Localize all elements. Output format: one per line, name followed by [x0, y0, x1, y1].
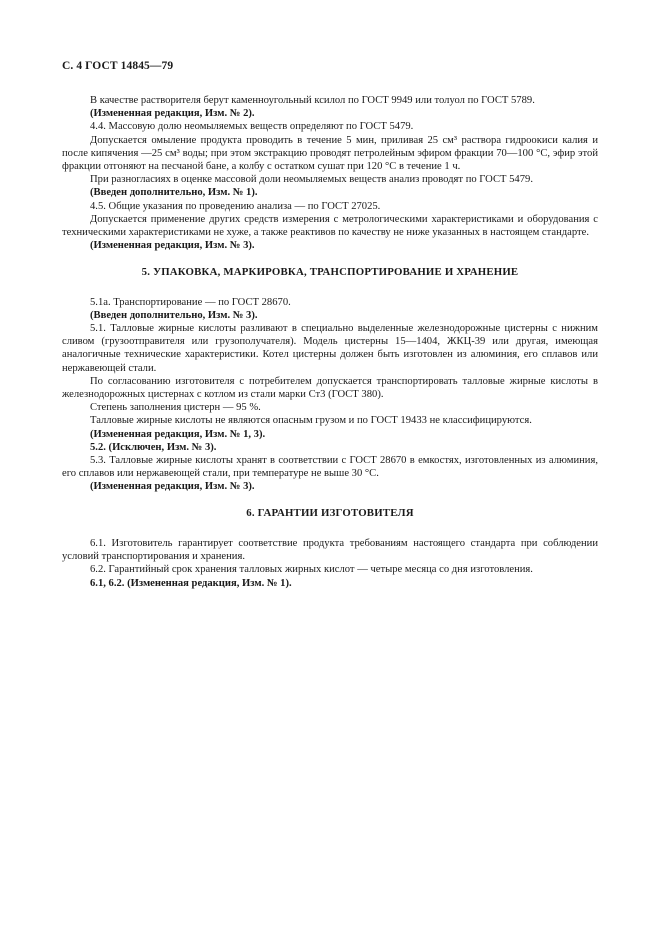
paragraph-hazard: Талловые жирные кислоты не являются опасным грузом и по ГОСТ 19433 не классифицируются. [90, 415, 532, 427]
amendment-note: (Измененная редакция, Изм. № 2). [90, 108, 255, 120]
amendment-note: (Измененная редакция, Изм. № 1, 3). [90, 428, 266, 440]
paragraph-5-1a: 5.1а. Транспортирование — по ГОСТ 28670. [90, 296, 291, 308]
paragraph-4-4: 4.4. Массовую долю неомыляемых веществ определяют по ГОСТ 5479. [90, 121, 414, 133]
paragraph-4-5: 4.5. Общие указания по проведению анализа — по ГОСТ 27025. [90, 200, 381, 212]
document-page [62, 60, 598, 590]
paragraph-5-1: 5.1. Талловые жирные кислоты разливают в специально выделенные железнодорожные цистерны с нижним сливом (грузоотправителя или грузополучателя). Модель цистерны 15—1404, ЖКЦ-39 или другая, имеющая аналогичные технические характеристики. Котел цистерны должен быть изготовлен из алюминия, его сплавов или нержавеющей стали. [62, 323, 598, 374]
section-heading-6: 6. ГАРАНТИИ ИЗГОТОВИТЕЛЯ [246, 506, 414, 519]
paragraph-agreement: По согласованию изготовителя с потребителем допускается транспортировать талловые жирные кислоты в железнодорожных цистернах с котлом из стали марки Ст3 (ГОСТ 380). [62, 375, 598, 401]
amendment-note: (Измененная редакция, Изм. № 3). [90, 240, 255, 252]
page-header: С. 4 ГОСТ 14845—79 [62, 60, 174, 72]
paragraph-saponification: Допускается омыление продукта проводить в течение 5 мин, приливая 25 см³ раствора гидроокиси калия и после кипячения —25 см³ воды; при этом экстракцию проводят петролейным эфиром фракции 70—100 °С, эфир этой фракции отгоняют на песчаной бане, а колбу с остатком сушат при 120 °С в течение 1 ч. [62, 134, 598, 173]
paragraph-fill-degree: Степень заполнения цистерн — 95 %. [90, 402, 261, 414]
paragraph-5-2: 5.2. (Исключен, Изм. № 3). [90, 441, 217, 453]
paragraph-instruments: Допускается применение других средств измерения с метрологическими характеристиками и оборудования с техническими характеристиками не хуже, а также реактивов по качеству не ниже указанных в настоящем стандарте. [62, 213, 598, 239]
document-body [62, 94, 598, 590]
amendment-note: (Введен дополнительно, Изм. № 3). [90, 309, 258, 321]
paragraph-5-3: 5.3. Талловые жирные кислоты хранят в соответствии с ГОСТ 28670 в емкостях, изготовленных из алюминия, его сплавов или нержавеющей стали, при температуре не выше 30 °С. [62, 455, 598, 480]
amendment-note: 6.1, 6.2. (Измененная редакция, Изм. № 1). [90, 577, 292, 589]
paragraph-6-1: 6.1. Изготовитель гарантирует соответствие продукта требованиям настоящего стандарта при соблюдении условий транспортирования и хранения. [62, 537, 598, 563]
paragraph-6-2: 6.2. Гарантийный срок хранения талловых жирных кислот — четыре месяца со дня изготовления. [90, 564, 533, 576]
paragraph-disagreement: При разногласиях в оценке массовой доли неомыляемых веществ анализ проводят по ГОСТ 5479. [90, 174, 533, 186]
amendment-note: (Измененная редакция, Изм. № 3). [90, 481, 255, 493]
section-heading-5: 5. УПАКОВКА, МАРКИРОВКА, ТРАНСПОРТИРОВАНИЕ И ХРАНЕНИЕ [141, 266, 519, 279]
amendment-note: (Введен дополнительно, Изм. № 1). [90, 187, 258, 199]
paragraph-solvent: В качестве растворителя берут каменноугольный ксилол по ГОСТ 9949 или толуол по ГОСТ 5789. [90, 95, 535, 106]
